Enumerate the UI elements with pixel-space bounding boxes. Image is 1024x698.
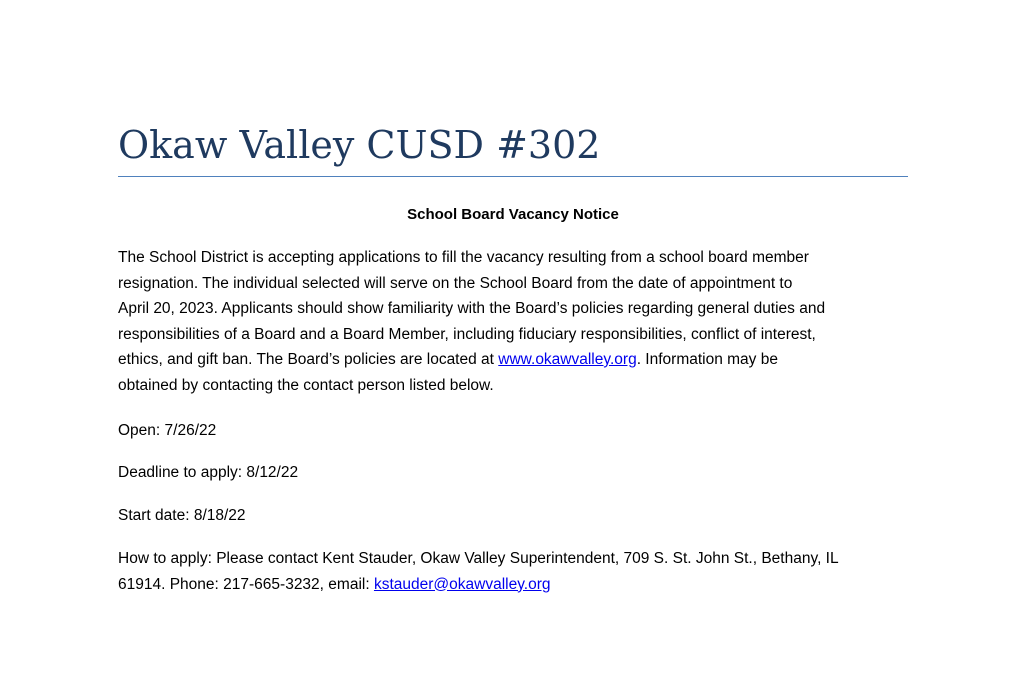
website-link[interactable]: www.okawvalley.org	[498, 351, 637, 368]
intro-line-5-text: ethics, and gift ban. The Board’s policies are located at	[118, 351, 499, 368]
how-to-apply-line-1: How to apply: Please contact Kent Stauder, Okaw Valley Superintendent, 709 S. St. John St., Bethany, IL	[118, 550, 839, 567]
open-date: Open: 7/26/22	[118, 422, 217, 439]
email-link[interactable]: kstauder@okawvalley.org	[373, 575, 551, 593]
how-to-apply-line-2	[118, 572, 918, 598]
how-to-apply-line-2-text: 61914. Phone: 217-665-3232, email:	[118, 575, 374, 593]
intro-paragraph	[118, 245, 918, 398]
how-to-apply-paragraph	[118, 546, 918, 597]
intro-line-6: obtained by contacting the contact person listed below.	[118, 376, 494, 394]
intro-line-4: responsibilities of a Board and a Board Member, including fiduciary responsibilities, conflict of interest,	[118, 325, 816, 343]
intro-line-1: The School District is accepting applications to fill the vacancy resulting from a school board member	[118, 249, 809, 266]
notice-heading: School Board Vacancy Notice	[407, 206, 619, 223]
intro-line-5	[118, 347, 918, 373]
title-divider	[118, 176, 908, 177]
intro-line-5-tail: . Information may be	[636, 351, 778, 368]
application-deadline: Deadline to apply: 8/12/22	[118, 464, 299, 481]
document-title: Okaw Valley CUSD #302	[118, 123, 601, 167]
intro-line-2: resignation. The individual selected will serve on the School Board from the date of appointment to	[118, 274, 793, 292]
start-date: Start date: 8/18/22	[118, 507, 246, 524]
intro-line-3: April 20, 2023. Applicants should show familiarity with the Board’s policies regarding general duties and	[118, 300, 826, 317]
